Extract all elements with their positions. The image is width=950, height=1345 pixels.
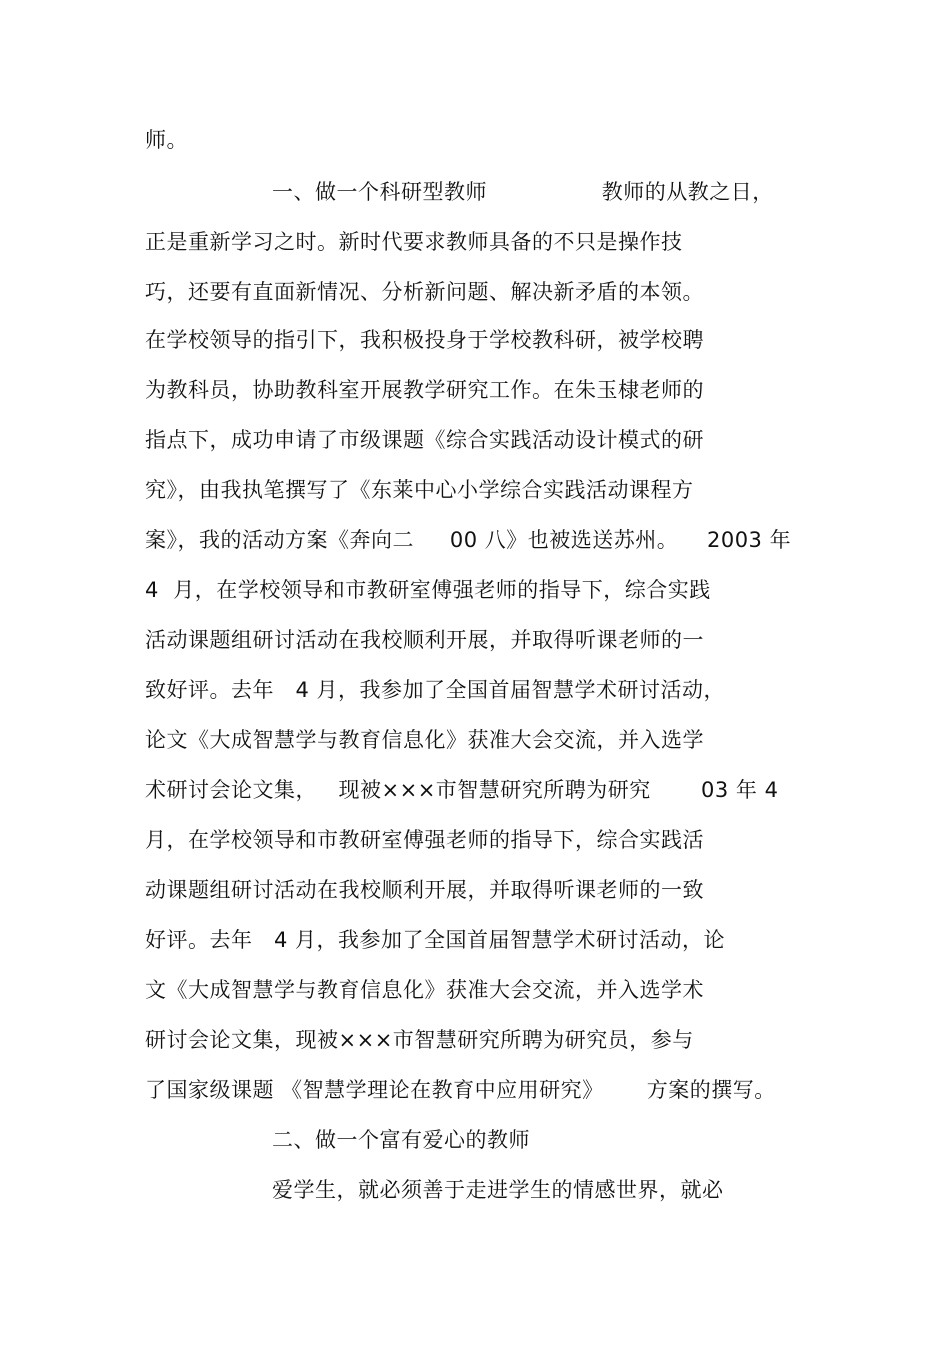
section-heading-line: 二、做一个富有爱心的教师	[272, 1128, 530, 1152]
text-line: 研讨会论文集，现被×××市智慧研究所聘为研究员，参与	[145, 1028, 694, 1052]
section-heading-line: 一、做一个科研型教师 教师的从教之日，	[272, 180, 774, 204]
text-line: 活动课题组研讨活动在我校顺利开展，并取得听课老师的一	[145, 628, 704, 652]
text-line: 指点下，成功申请了市级课题《综合实践活动设计模式的研	[145, 428, 704, 452]
text-line: 在学校领导的指引下，我积极投身于学校教科研，被学校聘	[145, 328, 704, 352]
text-line: 文《大成智慧学与教育信息化》获准大会交流，并入选学术	[145, 978, 704, 1002]
text-line: 究》，由我执笔撰写了《东莱中心小学综合实践活动课程方	[145, 478, 694, 502]
text-line: 月，在学校领导和市教研室傅强老师的指导下，综合实践活	[145, 828, 704, 852]
text-line: 为教科员，协助教科室开展教学研究工作。在朱玉棣老师的	[145, 378, 704, 402]
text-line: 正是重新学习之时。新时代要求教师具备的不只是操作技	[145, 230, 683, 254]
text-line: 爱学生，就必须善于走进学生的情感世界，就必	[272, 1178, 724, 1202]
text-line: 了国家级课题 《智慧学理论在教育中应用研究》 方案的撰写。	[145, 1078, 776, 1102]
text-line: 论文《大成智慧学与教育信息化》获准大会交流，并入选学	[145, 728, 704, 752]
text-line: 好评。去年 4 月，我参加了全国首届智慧学术研讨活动，论	[145, 928, 726, 952]
text-line: 动课题组研讨活动在我校顺利开展，并取得听课老师的一致	[145, 878, 704, 902]
text-line: 4 月，在学校领导和市教研室傅强老师的指导下，综合实践	[145, 578, 711, 602]
text-line: 术研讨会论文集， 现被×××市智慧研究所聘为研究 03 年 4	[145, 778, 779, 802]
text-line: 巧，还要有直面新情况、分析新问题、解决新矛盾的本领。	[145, 280, 704, 304]
text-line: 案》，我的活动方案《奔向二 00 八》也被选送苏州。 2003 年	[145, 528, 792, 552]
text-line: 师。	[145, 128, 188, 152]
text-line: 致好评。去年 4 月，我参加了全国首届智慧学术研讨活动，	[145, 678, 726, 702]
